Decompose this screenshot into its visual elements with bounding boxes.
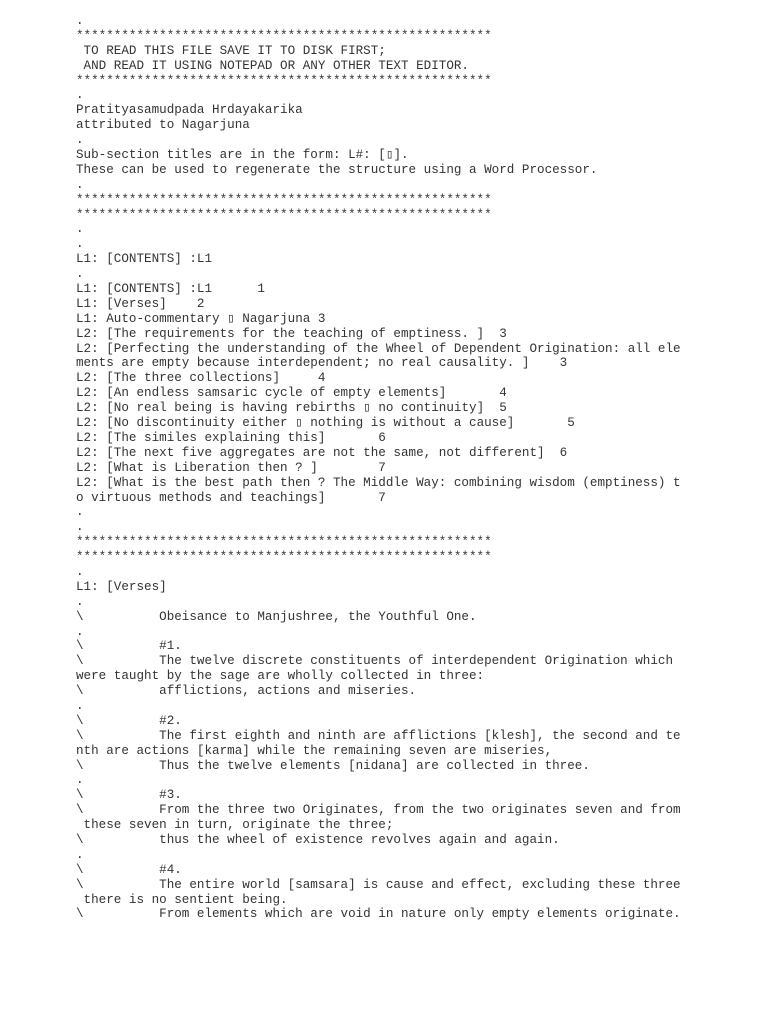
verse-line: \ From elements which are void in nature only empty elements originate. (76, 907, 681, 922)
verse-line: \ From the three two Originates, from the two originates seven and from (76, 803, 681, 818)
contents-entry: ments are empty because interdependent; no real causality. ] 3 (76, 356, 568, 371)
contents-entry: L2: [The requirements for the teaching of emptiness. ] 3 (76, 326, 507, 341)
verse-line: were taught by the sage are wholly collected in three: (76, 669, 485, 684)
asterisk-divider: ******************************************************* (76, 535, 492, 550)
contents-entry: L2: [No discontinuity either ▯ nothing is without a cause] 5 (76, 416, 575, 431)
text-line: . (76, 505, 84, 520)
contents-entry: L2: [The next five aggregates are not the same, not different] 6 (76, 445, 568, 460)
section-heading: L1: [Verses] (76, 579, 167, 594)
verse-line: \ The entire world [samsara] is cause and effect, excluding these three (76, 877, 681, 892)
text-document (76, 14, 756, 922)
asterisk-divider: ******************************************************* (76, 192, 492, 207)
contents-entry: L2: [What is the best path then ? The Middle Way: combining wisdom (emptiness) t (76, 475, 681, 490)
text-line: . (76, 267, 84, 282)
contents-entry: L2: [The three collections] 4 (76, 371, 326, 386)
contents-entry: L2: [No real being is having rebirths ▯ no continuity] 5 (76, 401, 507, 416)
text-line: . (76, 773, 84, 788)
verse-line: \ The first eighth and ninth are afflictions [klesh], the second and te (76, 728, 681, 743)
section-heading: L1: [CONTENTS] :L1 (76, 252, 213, 267)
notice-line: TO READ THIS FILE SAVE IT TO DISK FIRST; (76, 43, 386, 58)
verse-number: \ #1. (76, 639, 182, 654)
verse-line: there is no sentient being. (76, 892, 288, 907)
verse-number: \ #3. (76, 788, 182, 803)
contents-entry: L2: [What is Liberation then ? ] 7 (76, 460, 386, 475)
text-line: . (76, 177, 84, 192)
contents-entry: o virtuous methods and teachings] 7 (76, 490, 386, 505)
verse-line: \ thus the wheel of existence revolves again and again. (76, 832, 560, 847)
document-title: Pratityasamudpada Hrdayakarika (76, 103, 303, 118)
contents-entry: L2: [The similes explaining this] 6 (76, 430, 386, 445)
text-line: . (76, 564, 84, 579)
text-line: . (76, 237, 84, 252)
verse-line: these seven in turn, originate the three; (76, 818, 394, 833)
asterisk-divider: ******************************************************* (76, 550, 492, 565)
asterisk-divider: ******************************************************* (76, 73, 492, 88)
verse-line: \ afflictions, actions and miseries. (76, 684, 417, 699)
text-line: . (76, 698, 84, 713)
text-line: Sub-section titles are in the form: L#: [▯]. (76, 148, 409, 163)
text-line: . (76, 133, 84, 148)
text-line: . (76, 847, 84, 862)
verse-number: \ #4. (76, 862, 182, 877)
notice-line: AND READ IT USING NOTEPAD OR ANY OTHER TEXT EDITOR. (76, 58, 469, 73)
verse-line: nth are actions [karma] while the remaining seven are miseries, (76, 743, 553, 758)
asterisk-divider: ******************************************************* (76, 28, 492, 43)
text-line: . (76, 222, 84, 237)
verse-number: \ #2. (76, 713, 182, 728)
document-attribution: attributed to Nagarjuna (76, 118, 250, 133)
contents-entry: L2: [Perfecting the understanding of the Wheel of Dependent Origination: all ele (76, 341, 681, 356)
verse-line: \ The twelve discrete constituents of interdependent Origination which (76, 654, 674, 669)
text-line: . (76, 594, 84, 609)
contents-entry: L2: [An endless samsaric cycle of empty elements] 4 (76, 386, 507, 401)
text-line: . (76, 14, 84, 28)
contents-entry: L1: Auto-commentary ▯ Nagarjuna 3 (76, 311, 326, 326)
text-line: These can be used to regenerate the structure using a Word Processor. (76, 162, 598, 177)
verse-line: \ Obeisance to Manjushree, the Youthful One. (76, 609, 477, 624)
text-line: . (76, 520, 84, 535)
text-line: . (76, 624, 84, 639)
contents-entry: L1: [CONTENTS] :L1 1 (76, 282, 265, 297)
text-line: . (76, 88, 84, 103)
contents-entry: L1: [Verses] 2 (76, 296, 205, 311)
asterisk-divider: ******************************************************* (76, 207, 492, 222)
verse-line: \ Thus the twelve elements [nidana] are collected in three. (76, 758, 590, 773)
